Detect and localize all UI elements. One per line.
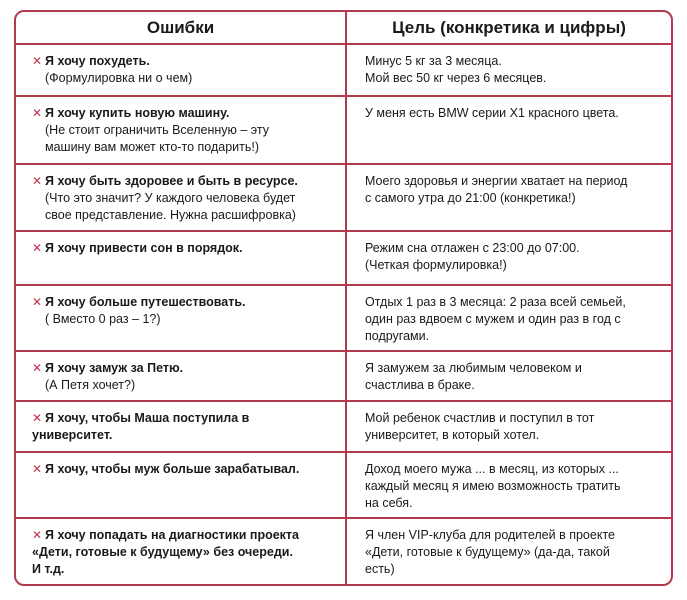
mistake-note: ( Вместо 0 раз – 1?) <box>45 312 161 326</box>
cross-icon: ✕ <box>32 462 43 476</box>
mistake-title: Я хочу привести сон в порядок. <box>45 241 243 255</box>
mistake-cell <box>16 518 346 586</box>
cross-icon: ✕ <box>32 361 43 375</box>
table-row <box>16 401 671 452</box>
cross-icon: ✕ <box>32 528 43 542</box>
mistake-cell <box>16 96 346 164</box>
goal-cell <box>346 518 671 586</box>
cross-icon: ✕ <box>32 174 43 188</box>
goal-text: Доход моего мужа ... в месяц, из которых ... каждый месяц я имею возможность тратить на себя. <box>365 462 621 510</box>
goal-cell <box>346 452 671 518</box>
goal-text: У меня есть BMW серии X1 красного цвета. <box>365 106 619 120</box>
goal-cell <box>346 401 671 452</box>
goal-text: Минус 5 кг за 3 месяца. Мой вес 50 кг через 6 месяцев. <box>365 54 547 85</box>
goal-cell <box>346 351 671 401</box>
goal-cell <box>346 164 671 231</box>
table-row <box>16 231 671 285</box>
mistake-note: (Что это значит? У каждого человека будет свое представление. Нужна расшифровка) <box>45 191 296 222</box>
mistake-cell <box>16 452 346 518</box>
goal-text: Отдых 1 раз в 3 месяца: 2 раза всей семьей, один раз вдвоем с мужем и один раз в год с подругами. <box>365 295 626 343</box>
table-header-row <box>16 12 671 44</box>
mistake-cell <box>16 351 346 401</box>
goal-cell <box>346 44 671 96</box>
goal-text: Мой ребенок счастлив и поступил в тот университет, в который хотел. <box>365 411 595 442</box>
mistake-title: Я хочу, чтобы муж больше зарабатывал. <box>45 462 300 476</box>
goal-cell <box>346 285 671 351</box>
cross-icon: ✕ <box>32 54 43 68</box>
mistake-cell <box>16 44 346 96</box>
mistake-title: Я хочу замуж за Петю. <box>45 361 184 375</box>
cross-icon: ✕ <box>32 411 43 425</box>
table-row <box>16 96 671 164</box>
mistake-title: Я хочу быть здоровее и быть в ресурсе. <box>45 174 298 188</box>
cross-icon: ✕ <box>32 295 43 309</box>
header-mistakes: Ошибки <box>16 12 346 44</box>
goal-text: Я член VIP-клуба для родителей в проекте «Дети, готовые к будущему» (да-да, такой есть) <box>365 528 615 576</box>
cross-icon: ✕ <box>32 106 43 120</box>
mistake-note: (Не стоит ограничить Вселенную – эту машину вам может кто-то подарить!) <box>45 123 270 154</box>
mistake-title: Я хочу похудеть. <box>45 54 150 68</box>
mistake-note: (Формулировка ни о чем) <box>45 71 193 85</box>
cross-icon: ✕ <box>32 241 43 255</box>
header-goals: Цель (конкретика и цифры) <box>346 12 671 44</box>
table-row <box>16 164 671 231</box>
table-row <box>16 351 671 401</box>
mistake-note: (А Петя хочет?) <box>45 378 136 392</box>
mistake-title: Я хочу больше путешествовать. <box>45 295 246 309</box>
mistake-cell <box>16 401 346 452</box>
goals-table <box>16 12 671 586</box>
goal-text: Я замужем за любимым человеком и счастлива в браке. <box>365 361 582 392</box>
mistake-cell <box>16 285 346 351</box>
table-row <box>16 452 671 518</box>
table-row <box>16 285 671 351</box>
goal-cell <box>346 231 671 285</box>
goal-text: Моего здоровья и энергии хватает на период с самого утра до 21:00 (конкретика!) <box>365 174 628 205</box>
mistake-title: Я хочу купить новую машину. <box>45 106 230 120</box>
goal-text: Режим сна отлажен с 23:00 до 07:00. (Четкая формулировка!) <box>365 241 580 272</box>
mistake-cell <box>16 231 346 285</box>
goals-table-frame <box>14 10 673 586</box>
goal-cell <box>346 96 671 164</box>
mistake-cell <box>16 164 346 231</box>
table-row <box>16 44 671 96</box>
mistake-title: Я хочу, чтобы Маша поступила в университет. <box>32 411 250 442</box>
table-row <box>16 518 671 586</box>
mistake-title: Я хочу попадать на диагностики проекта «Дети, готовые к будущему» без очереди. И т.д. <box>32 528 300 576</box>
